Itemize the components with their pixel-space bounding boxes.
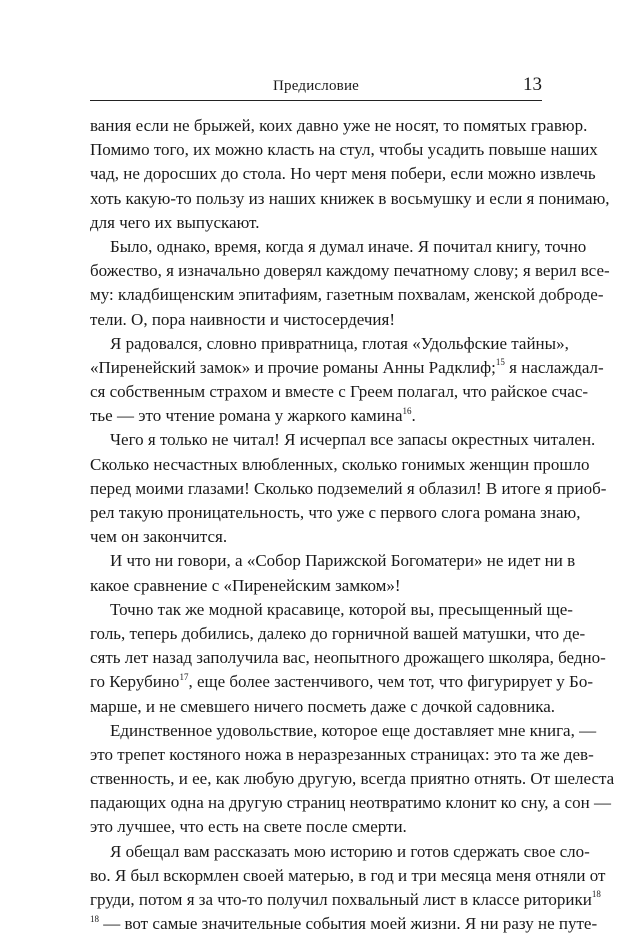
text-run: вания если не брыжей, коих давно уже не носят, то помятых гравюр. xyxy=(90,116,588,135)
text-line xyxy=(90,404,542,428)
text-line xyxy=(90,477,607,501)
text-line xyxy=(90,138,598,162)
text-line xyxy=(90,574,542,598)
text-line xyxy=(90,211,542,235)
text-run: это лучшее, что есть на свете после смерти. xyxy=(90,817,407,837)
text-line xyxy=(90,549,576,573)
text-run: И что ни говори, а «Собор Парижской Богоматери» не идет ни в xyxy=(110,551,576,571)
text-line xyxy=(90,743,594,767)
text-line xyxy=(90,888,601,912)
text-line xyxy=(90,791,611,815)
footnote-marker: 15 xyxy=(495,357,505,368)
text-run: чад, не доросших до стола. Но черт меня побери, если можно извлечь xyxy=(90,164,596,184)
footnote-marker: 17 xyxy=(179,671,189,682)
text-run: Помимо того, их можно класть на стул, чтобы усадить повыше наших xyxy=(90,140,598,160)
text-line xyxy=(90,670,593,694)
text-line xyxy=(90,453,590,477)
text-line xyxy=(90,356,604,380)
text-run: рел такую проницательность, что уже с первого слога романа знаю, xyxy=(90,503,581,522)
text-run: Я обещал вам рассказать мою историю и готов сдержать свое сло- xyxy=(110,841,590,861)
text-line xyxy=(90,162,596,186)
footnote-marker: 16 xyxy=(402,405,412,416)
text-line xyxy=(90,598,573,622)
text-run: чем он закончится. xyxy=(90,527,228,547)
text-run: Я радовался, словно привратница, глотая «Удольфские тайны», xyxy=(110,333,569,353)
text-line xyxy=(90,864,606,888)
text-run: , еще более застенчивого, чем тот, что фигурирует у Бо- xyxy=(188,672,593,692)
text-line xyxy=(90,646,606,670)
text-run: это трепет костяного ножа в неразрезанных страницах: это та же дев- xyxy=(90,744,594,764)
text-line xyxy=(90,332,569,356)
text-run: хоть какую-то пользу из наших книжек в восьмушку и если я понимаю, xyxy=(90,188,610,208)
running-title: Предисловие xyxy=(272,78,360,94)
text-run: для чего их выпускают. xyxy=(90,212,260,232)
page-number: 13 xyxy=(523,74,542,95)
text-line xyxy=(90,840,590,864)
text-line xyxy=(90,428,596,452)
body-text xyxy=(90,114,615,936)
text-run: сять лет назад заполучила вас, неопытного дрожащего школяра, бедно- xyxy=(90,648,606,668)
text-line xyxy=(90,235,587,259)
footnote-marker: 18 xyxy=(591,889,601,900)
text-line xyxy=(90,259,610,283)
text-run: я наслаждал- xyxy=(504,357,604,377)
text-run: Точно так же модной красавице, которой вы, пресыщенный ще- xyxy=(110,599,573,619)
text-run: какое сравнение с «Пиренейским замком»! xyxy=(90,575,401,595)
text-run: падающих одна на другую страниц неотвратимо клонит ко сну, а сон — xyxy=(90,793,611,813)
footnote-marker: 18 xyxy=(90,913,99,924)
text-line xyxy=(90,187,610,211)
text-run: перед моими глазами! Сколько подземелий я облазил! В итоге я приоб- xyxy=(90,478,607,498)
text-run: голь, теперь добились, далеко до горничной вашей матушки, что де- xyxy=(90,623,586,643)
text-line xyxy=(90,622,586,646)
text-run: му: кладбищенским эпитафиям, газетным похвалам, женской доброде- xyxy=(90,285,604,305)
text-line xyxy=(90,308,542,332)
text-line xyxy=(90,767,615,791)
text-run: Было, однако, время, когда я думал иначе. Я почитал книгу, точно xyxy=(110,236,587,256)
text-line xyxy=(90,501,581,525)
text-line xyxy=(90,719,597,743)
text-line xyxy=(90,695,556,719)
text-run: «Пиренейский замок» и прочие романы Анны Радклиф; xyxy=(90,357,496,377)
running-head xyxy=(90,74,542,98)
text-line xyxy=(90,283,604,307)
text-line xyxy=(90,815,542,839)
text-run: Сколько несчастных влюбленных, сколько гонимых женщин прошло xyxy=(90,454,590,474)
text-line xyxy=(90,380,589,404)
text-run: тье — это чтение романа у жаркого камина xyxy=(90,406,403,426)
text-run: Единственное удовольствие, которое еще доставляет мне книга, — xyxy=(110,720,597,740)
text-run: груди, потом я за что-то получил похвальный лист в классе риторики xyxy=(90,890,592,909)
text-run: Чего я только не читал! Я исчерпал все запасы окрестных читален. xyxy=(110,430,596,450)
text-run: ся собственным страхом и вместе с Греем полагал, что райское счас- xyxy=(90,382,589,402)
text-run: — вот самые значительные события моей жизни. Я ни разу не путе- xyxy=(99,914,598,934)
text-run: ственность, и ее, как любую другую, всегда приятно отнять. От шелеста xyxy=(90,769,615,789)
text-run: тели. О, пора наивности и чистосердечия! xyxy=(90,309,395,329)
text-run: го Керубино xyxy=(90,672,180,692)
text-run: божество, я изначально доверял каждому печатному слову; я верил все- xyxy=(90,261,610,281)
text-run: марше, и не смевшего ничего посметь даже с дочкой садовника. xyxy=(90,696,556,716)
text-line xyxy=(90,912,598,936)
header-rule xyxy=(90,100,542,101)
text-line xyxy=(90,114,588,138)
text-line xyxy=(90,525,542,549)
text-run: во. Я был вскормлен своей матерью, в год и три месяца меня отняли от xyxy=(90,865,606,885)
text-run: . xyxy=(411,406,416,426)
